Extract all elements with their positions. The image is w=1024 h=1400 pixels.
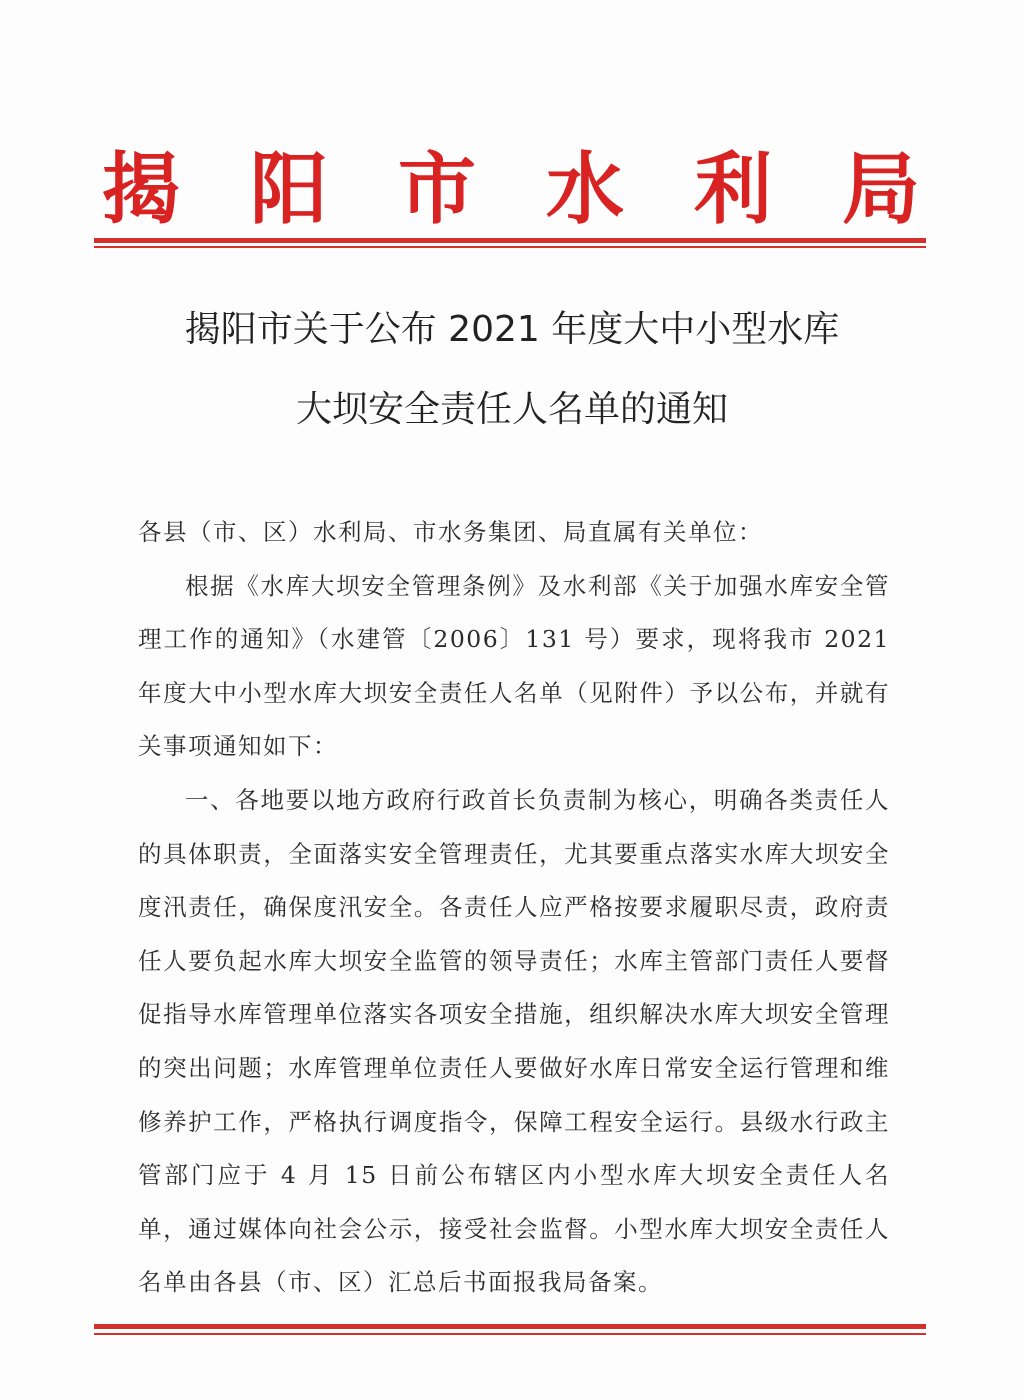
masthead-char: 市 [397,144,476,235]
masthead-char: 局 [841,144,920,235]
footer-rule-thin [94,1333,926,1335]
masthead-char: 揭 [101,144,180,235]
salutation: 各县（市、区）水利局、市水务集团、局直属有关单位： [138,518,763,546]
masthead [96,140,926,240]
document-title-line-1: 揭阳市关于公布 2021 年度大中小型水库 [184,309,840,350]
header-rule-thick [94,238,926,243]
paragraph-intro: 根据《水库大坝安全管理条例》及水利部《关于加强水库安全管理工作的通知》（水建管〔2006〕131 号）要求，现将我市 2021 年度大中小型水库大坝安全责任人名单（见附件）予以公布，并就有关事项通知如下： [138,571,890,761]
document-title-line-2: 大坝安全责任人名单的通知 [295,389,728,430]
masthead-char: 水 [545,144,624,235]
document-body [138,506,890,1310]
footer-rule-thick [94,1324,926,1329]
masthead-char: 利 [693,144,772,235]
paragraph-item-1: 一、各地要以地方政府行政首长负责制为核心，明确各类责任人的具体职责，全面落实安全管理责任，尤其要重点落实水库大坝安全度汛责任，确保度汛安全。各责任人应严格按要求履职尽责，政府责任人要负起水库大坝安全监管的领导责任；水库主管部门责任人要督促指导水库管理单位落实各项安全措施，组织解决水库大坝安全管理的突出问题；水库管理单位责任人要做好水库日常安全运行管理和维修养护工作，严格执行调度指令，保障工程安全运行。县级水行政主管部门应于 4 月 15 日前公布辖区内小型水库大坝安全责任人名单，通过媒体向社会公示，接受社会监督。小型水库大坝安全责任人名单由各县（市、区）汇总后书面报我局备案。 [138,785,890,1297]
masthead-char: 阳 [249,144,328,235]
header-rule-thin [94,246,926,248]
